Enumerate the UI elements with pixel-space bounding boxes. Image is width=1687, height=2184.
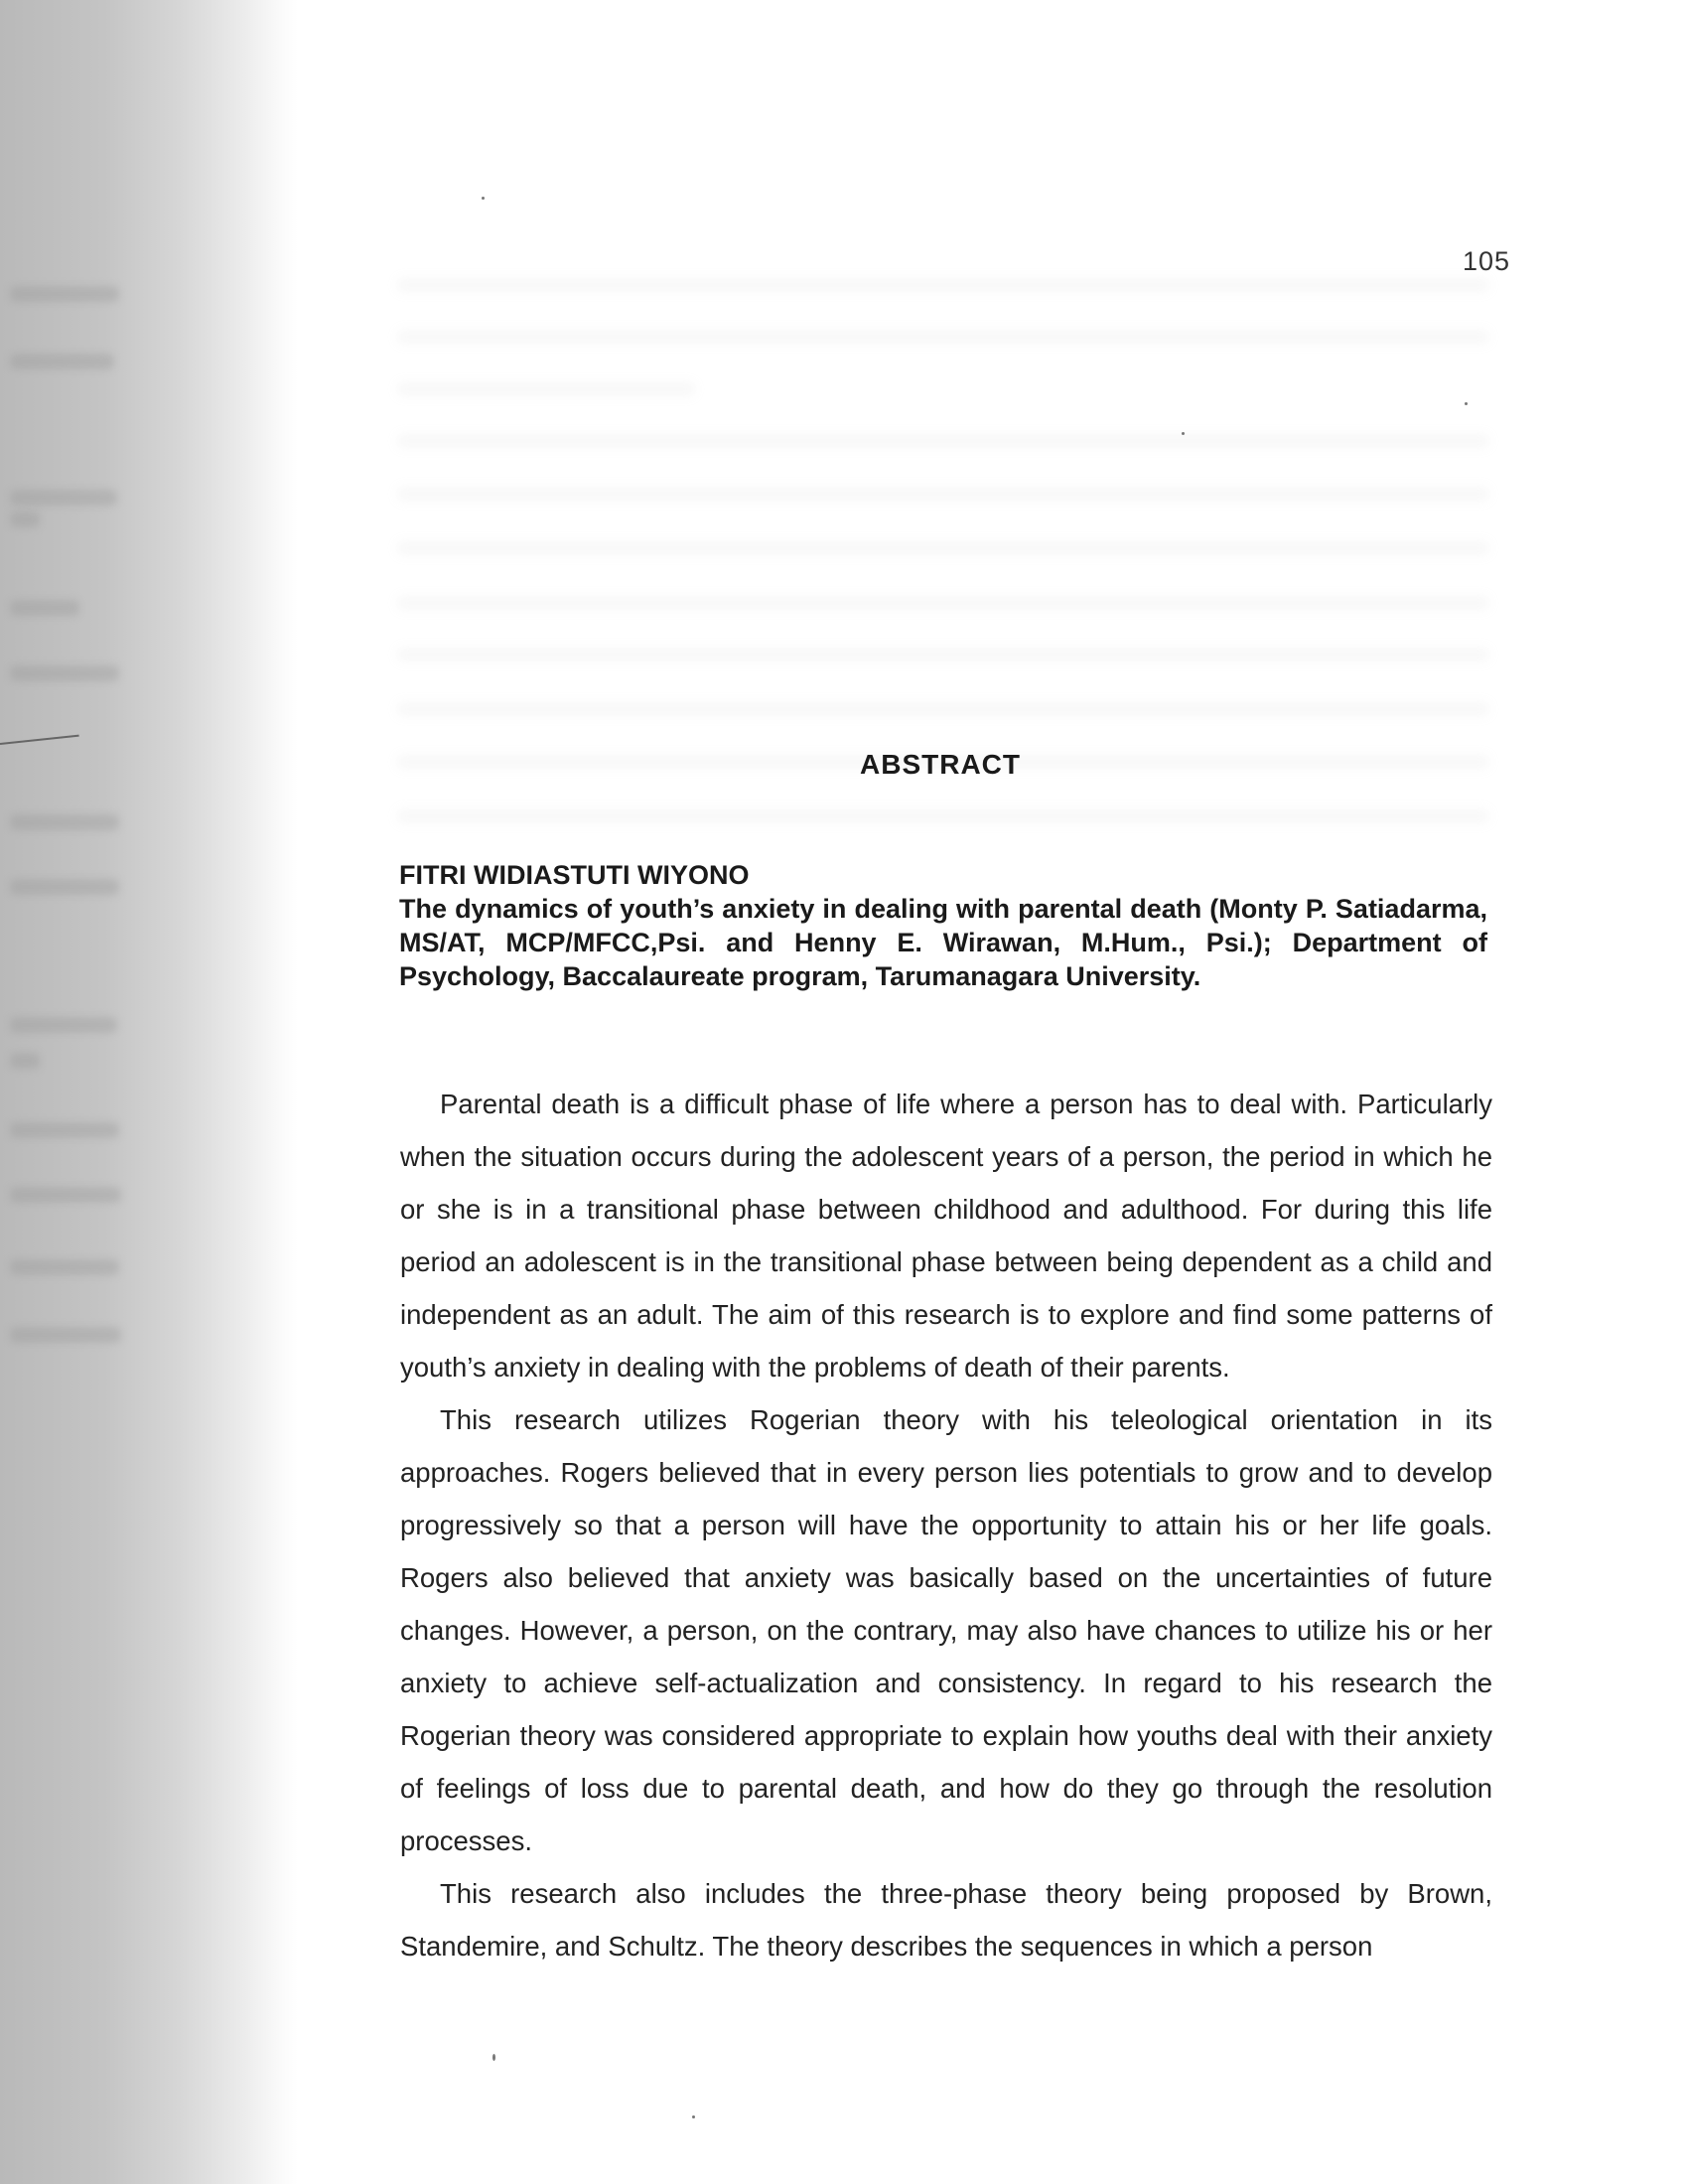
bleed-through-line	[10, 879, 119, 895]
bleed-through-line	[10, 354, 114, 369]
bleed-through-line	[10, 1122, 119, 1138]
bleed-through-line	[10, 1327, 121, 1343]
abstract-paragraph: Parental death is a difficult phase of life where a person has to deal with. Particularly when the situation occurs during the adolescent years of a person, the period in which he or she is in a transitional phase between childhood and adulthood. For during this life period an adolescent is in the transitional phase between being dependent as a child and independent as an adult. The aim of this research is to explore and find some patterns of youth’s anxiety in dealing with the problems of death of their parents.	[400, 1089, 1492, 1383]
bleed-through-line	[10, 490, 117, 506]
bleed-through-line	[397, 330, 1489, 344]
bleed-through-line	[10, 286, 119, 302]
bleed-through-line	[397, 487, 1489, 501]
abstract-paragraph: This research also includes the three-phase theory being proposed by Brown, Standemire, and Schultz. The theory describes the sequences in which a person	[400, 1878, 1492, 1962]
paper-speck	[492, 2054, 495, 2061]
bleed-through-line	[10, 511, 40, 527]
bleed-through-line	[397, 702, 1489, 716]
paper-speck	[482, 197, 485, 200]
bleed-through-line	[397, 648, 1489, 661]
bleed-through-line	[10, 1187, 121, 1203]
abstract-body	[400, 1078, 1492, 1972]
paper-speck	[1465, 402, 1468, 405]
bleed-through-line	[10, 1259, 119, 1275]
citation-block: The dynamics of youth’s anxiety in dealing with parental death (Monty P. Satiadarma, MS/AT, MCP/MFCC,Psi. and Henny E. Wirawan, M.Hum., Psi.); Department of Psychology, Baccalaureate program, Tarumanagara University.	[399, 894, 1487, 991]
bleed-through-line	[397, 278, 1489, 292]
abstract-paragraph: This research utilizes Rogerian theory with his teleological orientation in its approaches. Rogers believed that in every person lies potentials to grow and to develop progressively so that a person will have the opportunity to attain his or her life goals. Rogers also believed that anxiety was basically based on the uncertainties of future changes. However, a person, on the contrary, may also have chances to utilize his or her anxiety to achieve self-actualization and consistency. In regard to his research the Rogerian theory was considered appropriate to explain how youths deal with their anxiety of feelings of loss due to parental death, and how do they go through the resolution processes.	[400, 1404, 1492, 1856]
bleed-through-line	[10, 665, 119, 681]
bleed-through-line	[397, 596, 1489, 610]
bleed-through-line	[397, 541, 1489, 555]
author-name: FITRI WIDIASTUTI WIYONO	[399, 860, 750, 890]
bleed-through-line	[397, 809, 1489, 823]
binding-shadow	[0, 0, 298, 2184]
bleed-through-line	[397, 434, 1489, 448]
bleed-through-line	[397, 382, 695, 396]
bleed-through-line	[10, 600, 79, 616]
paper-speck	[1182, 432, 1185, 435]
paper-speck	[692, 2115, 695, 2118]
bleed-through-line	[10, 1017, 117, 1033]
page-number: 105	[1463, 246, 1511, 276]
bleed-through-line	[10, 814, 119, 830]
abstract-heading: ABSTRACT	[860, 749, 1021, 780]
bleed-through-line	[10, 1053, 40, 1069]
